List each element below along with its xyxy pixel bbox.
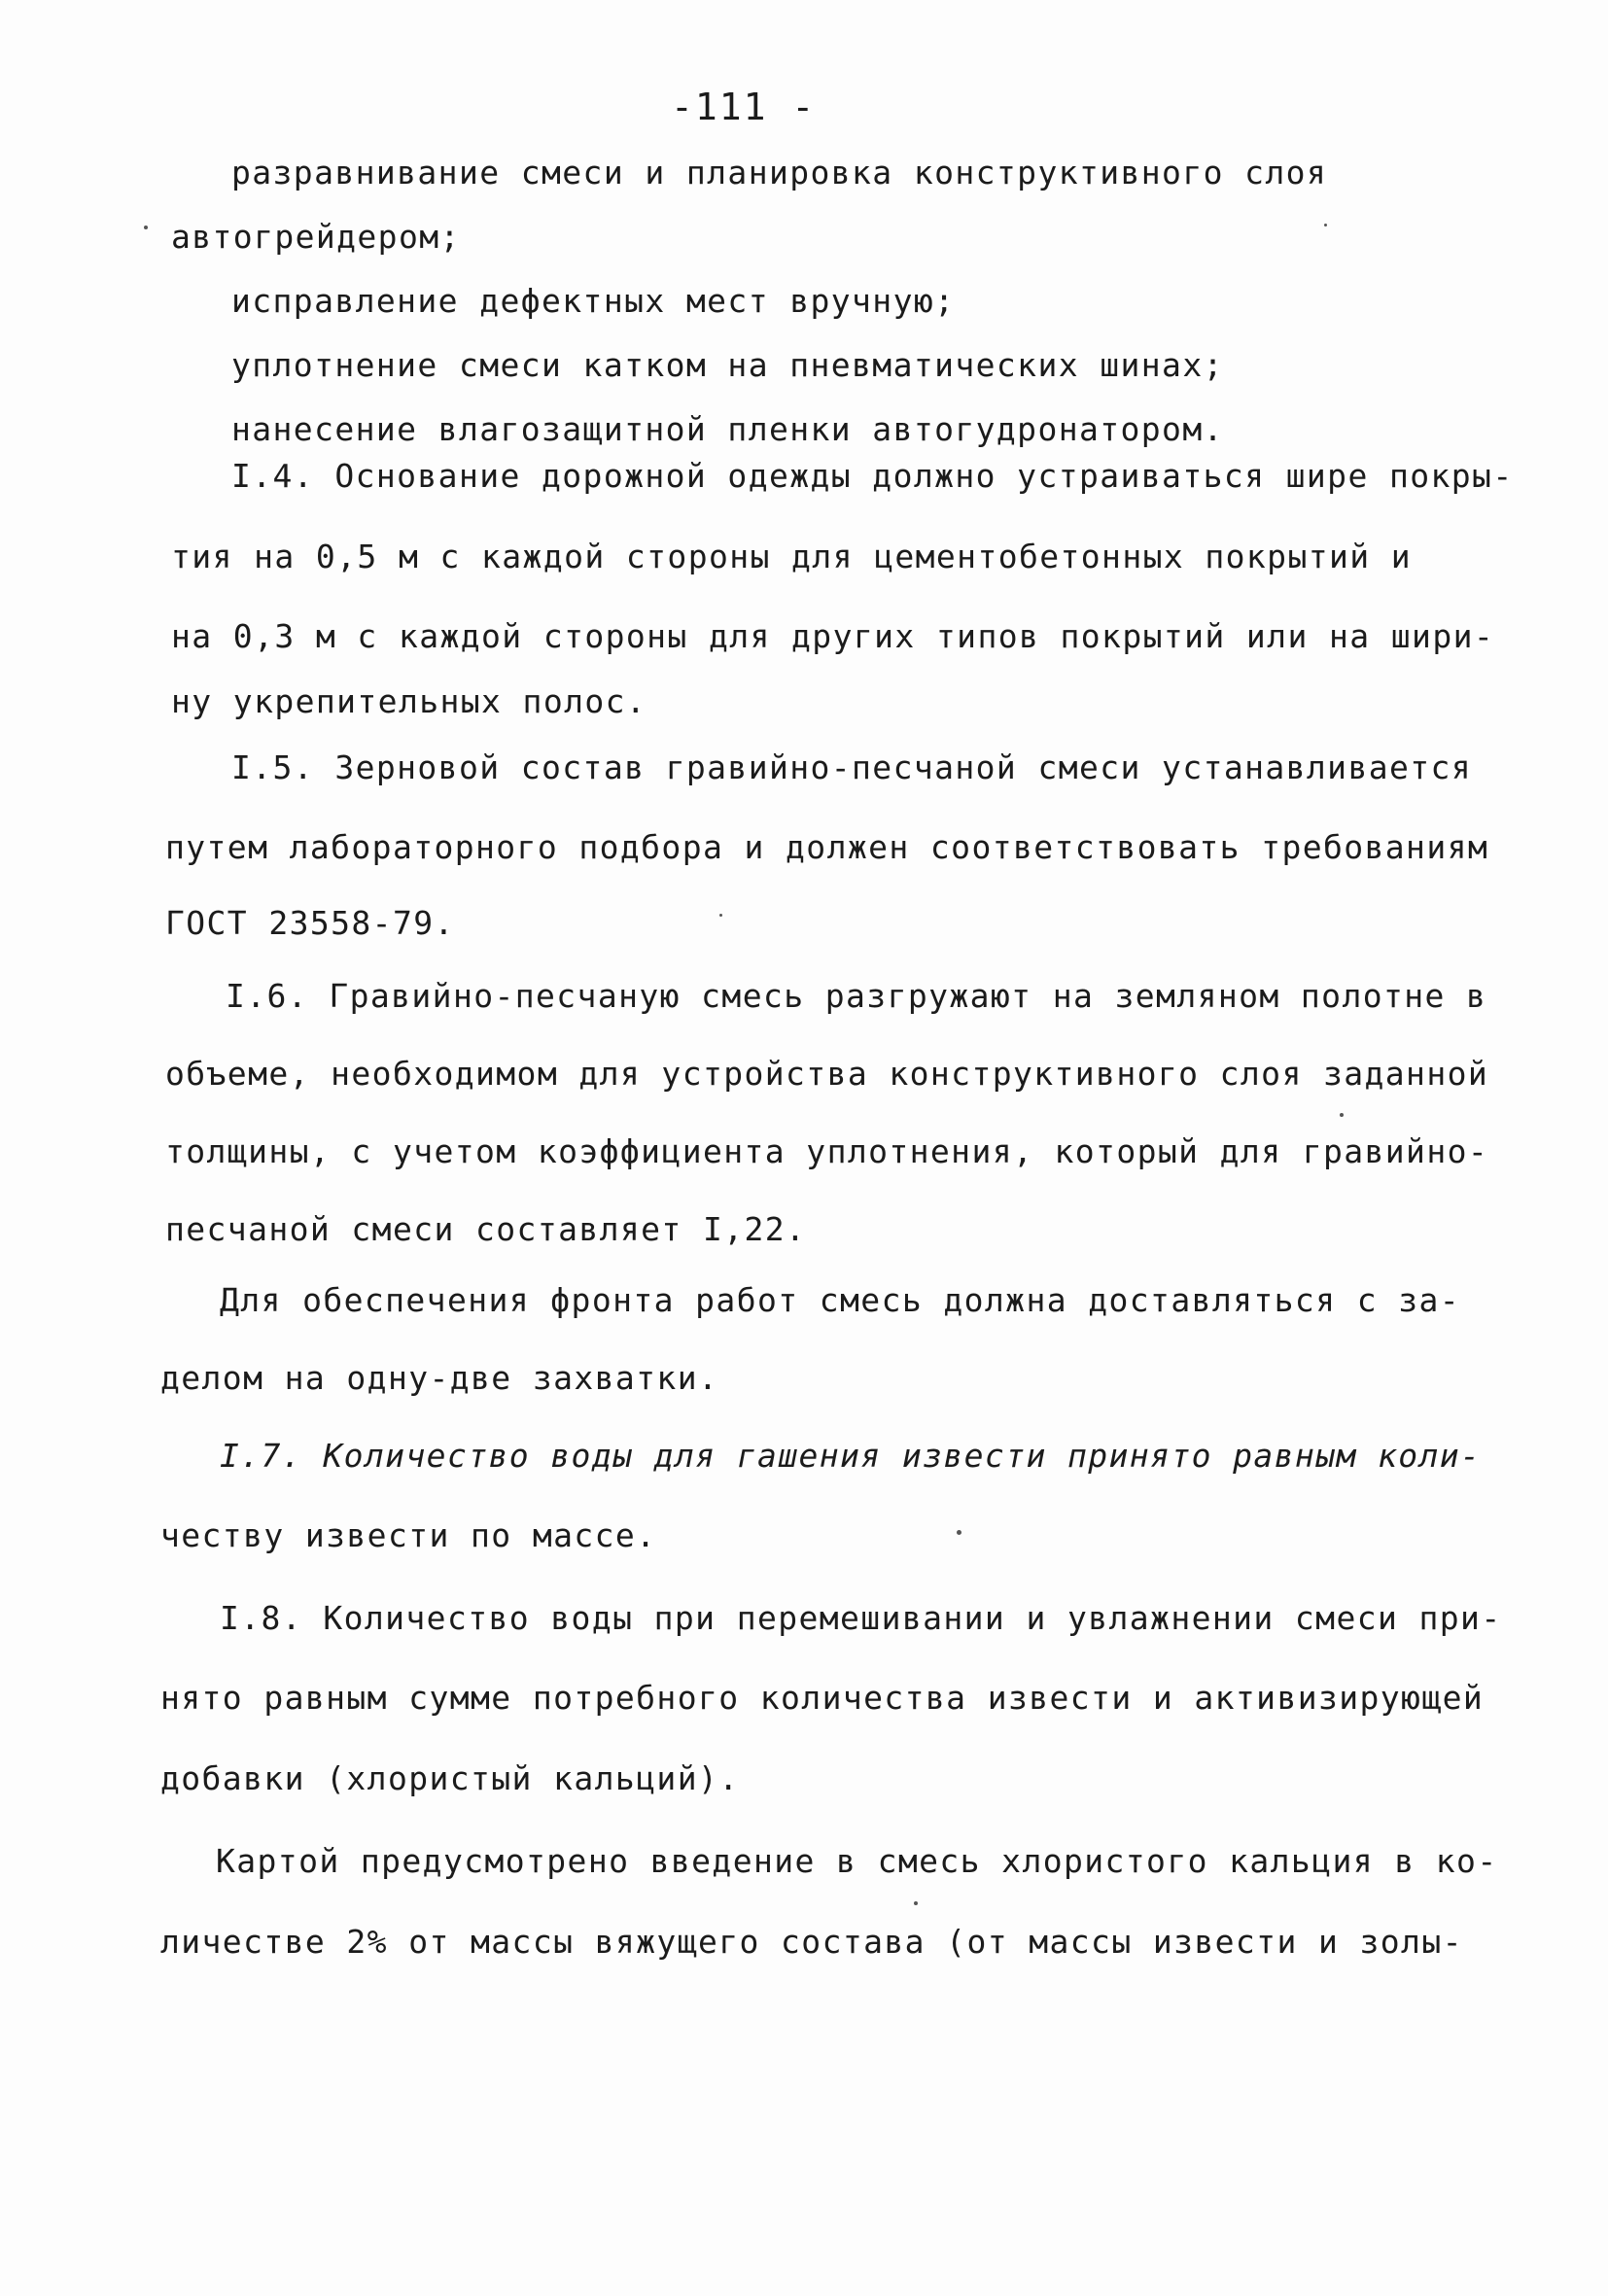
text-line: I.6. Гравийно-песчаную смесь разгружают на земляном полотне в (226, 977, 1487, 1015)
scan-speck (914, 1901, 918, 1905)
text-line: исправление дефектных мест вручную; (231, 282, 956, 320)
text-line: путем лабораторного подбора и должен соответствовать требованиям (165, 828, 1489, 866)
text-line: честву извести по массе. (160, 1516, 657, 1554)
text-line: I.4. Основание дорожной одежды должно устраиваться шире покры- (231, 457, 1514, 495)
scan-speck (719, 914, 722, 917)
text-line: I.5. Зерновой состав гравийно-песчаной смеси устанавливается (231, 748, 1473, 786)
text-line: Для обеспечения фронта работ смесь должна доставляться с за- (220, 1281, 1461, 1319)
text-line: нанесение влагозащитной пленки автогудронатором. (231, 410, 1224, 448)
scan-speck (957, 1530, 961, 1535)
text-line: I.7. Количество воды для гашения извести принято равным коли- (220, 1437, 1482, 1475)
scan-speck (1340, 1113, 1344, 1117)
text-line: ГОСТ 23558-79. (165, 904, 455, 942)
text-line: объеме, необходимом для устройства конструктивного слоя заданной (165, 1055, 1489, 1093)
text-line: разравнивание смеси и планировка конструктивного слоя (231, 154, 1328, 191)
text-line: Картой предусмотрено введение в смесь хлористого кальция в ко- (216, 1842, 1498, 1880)
text-line: автогрейдером; (171, 218, 461, 256)
text-line: уплотнение смеси катком на пневматических шинах; (231, 346, 1224, 384)
text-line: личестве 2% от массы вяжущего состава (от массы извести и золы- (160, 1923, 1463, 1961)
scan-speck (144, 226, 148, 229)
page-number: -111 - (671, 86, 817, 128)
text-line: нято равным сумме потребного количества извести и активизирующей (160, 1679, 1485, 1717)
text-line: тия на 0,5 м с каждой стороны для цементобетонных покрытий и (171, 538, 1413, 575)
text-line: ну укрепительных полос. (171, 682, 647, 720)
text-line: I.8. Количество воды при перемешивании и увлажнении смеси при- (220, 1599, 1502, 1637)
text-line: толщины, с учетом коэффициента уплотнения, который для гравийно- (165, 1132, 1489, 1170)
text-line: песчаной смеси составляет I,22. (165, 1210, 807, 1248)
scan-speck (1324, 224, 1327, 226)
text-line: делом на одну-две захватки. (160, 1359, 719, 1397)
text-line: добавки (хлористый кальций). (160, 1759, 740, 1797)
text-line: на 0,3 м с каждой стороны для других типов покрытий или на шири- (171, 617, 1495, 655)
